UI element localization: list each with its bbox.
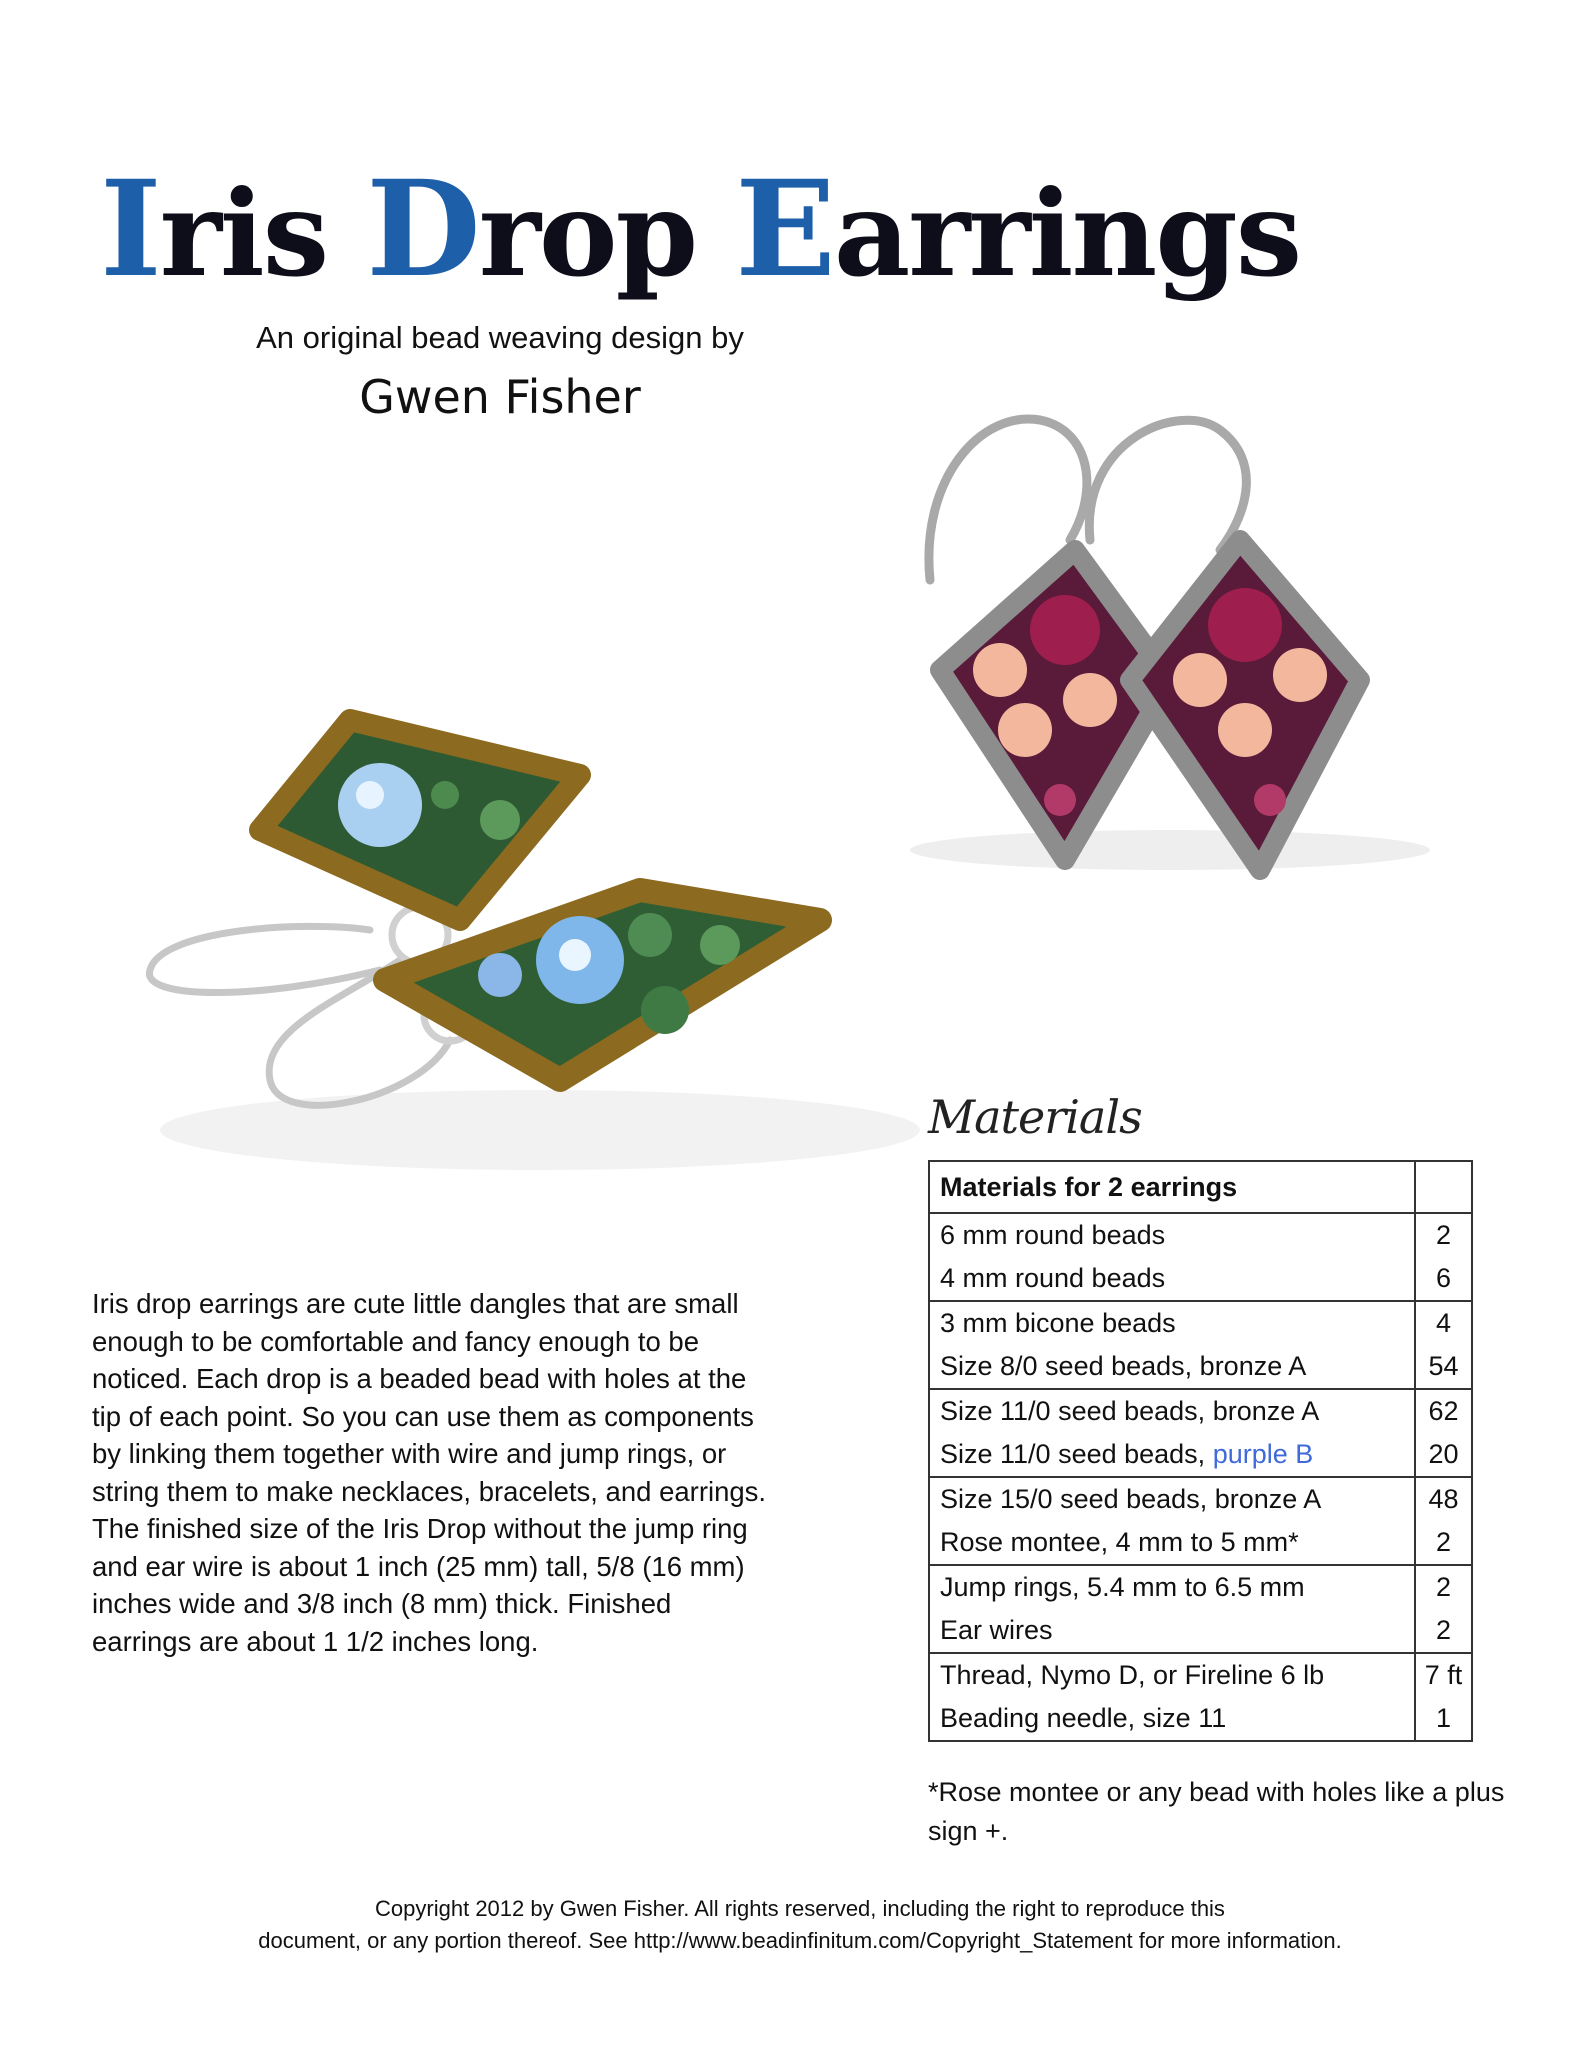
material-qty: 7 ft xyxy=(1415,1653,1472,1697)
table-row xyxy=(929,1609,1472,1653)
material-item: Size 11/0 seed beads, bronze A xyxy=(929,1389,1415,1433)
table-row xyxy=(929,1477,1472,1521)
material-item: 4 mm round beads xyxy=(929,1257,1415,1301)
material-qty: 2 xyxy=(1415,1609,1472,1653)
material-qty: 1 xyxy=(1415,1697,1472,1741)
copyright-line-1: Copyright 2012 by Gwen Fisher. All rights reserved, including the right to reproduce this xyxy=(375,1896,1225,1921)
subtitle: An original bead weaving design by xyxy=(256,320,744,355)
material-qty: 6 xyxy=(1415,1257,1472,1301)
materials-table-header-row xyxy=(929,1161,1472,1213)
material-qty: 48 xyxy=(1415,1477,1472,1521)
table-row xyxy=(929,1565,1472,1609)
table-row xyxy=(929,1257,1472,1301)
copyright-line-2: document, or any portion thereof. See http://www.beadinfinitum.com/Copyright_Statement for more information. xyxy=(258,1928,1342,1953)
table-row xyxy=(929,1345,1472,1389)
material-item: Thread, Nymo D, or Fireline 6 lb xyxy=(929,1653,1415,1697)
materials-table-header-qty xyxy=(1415,1161,1472,1213)
title-initial-i: I xyxy=(100,152,160,307)
table-row xyxy=(929,1213,1472,1257)
table-row xyxy=(929,1697,1472,1741)
material-item: Jump rings, 5.4 mm to 6.5 mm xyxy=(929,1565,1415,1609)
material-qty: 4 xyxy=(1415,1301,1472,1345)
title-part-arrings: arrings xyxy=(833,164,1301,303)
material-item-prefix: Size 11/0 seed beads, xyxy=(940,1439,1213,1469)
materials-heading: Materials xyxy=(928,1090,1142,1144)
table-row xyxy=(929,1653,1472,1697)
material-qty: 2 xyxy=(1415,1213,1472,1257)
copyright-notice xyxy=(150,1893,1450,1957)
materials-table xyxy=(928,1160,1473,1742)
material-item: 6 mm round beads xyxy=(929,1213,1415,1257)
page-title xyxy=(100,150,1301,310)
material-qty: 54 xyxy=(1415,1345,1472,1389)
material-qty: 62 xyxy=(1415,1389,1472,1433)
table-row xyxy=(929,1389,1472,1433)
material-item: Size 15/0 seed beads, bronze A xyxy=(929,1477,1415,1521)
material-item: Rose montee, 4 mm to 5 mm* xyxy=(929,1521,1415,1565)
green-earrings-photo xyxy=(120,680,920,1180)
material-item: Ear wires xyxy=(929,1609,1415,1653)
title-initial-e: E xyxy=(735,152,834,307)
material-item xyxy=(929,1433,1415,1477)
pink-earrings-photo xyxy=(860,380,1480,900)
material-qty: 2 xyxy=(1415,1521,1472,1565)
material-item: 3 mm bicone beads xyxy=(929,1301,1415,1345)
title-initial-d: D xyxy=(366,152,479,307)
footnote: *Rose montee or any bead with holes like a plus sign +. xyxy=(928,1777,1505,1846)
title-part-ris: ris xyxy=(159,164,367,303)
materials-table-header: Materials for 2 earrings xyxy=(929,1161,1415,1213)
description-text: Iris drop earrings are cute little dangles that are small enough to be comfortable and fancy enough to be noticed. Each drop is a beaded bead with holes at the tip of each point. So you can use them as components by linking them together with wire and jump rings, or string them to make necklaces, bracelets, and earrings. The finished size of the Iris Drop without the jump ring and ear wire is about 1 inch (25 mm) tall, 5/8 (16 mm) inches wide and 3/8 inch (8 mm) thick. Finished earrings are about 1 1/2 inches long. xyxy=(92,1288,767,1657)
title-part-rop: rop xyxy=(478,164,736,303)
material-item: Size 8/0 seed beads, bronze A xyxy=(929,1345,1415,1389)
table-row xyxy=(929,1301,1472,1345)
material-item-accent: purple B xyxy=(1212,1439,1314,1469)
material-qty: 2 xyxy=(1415,1565,1472,1609)
material-qty: 20 xyxy=(1415,1433,1472,1477)
table-row xyxy=(929,1521,1472,1565)
material-item: Beading needle, size 11 xyxy=(929,1697,1415,1741)
author-name: Gwen Fisher xyxy=(359,370,641,424)
table-row xyxy=(929,1433,1472,1477)
